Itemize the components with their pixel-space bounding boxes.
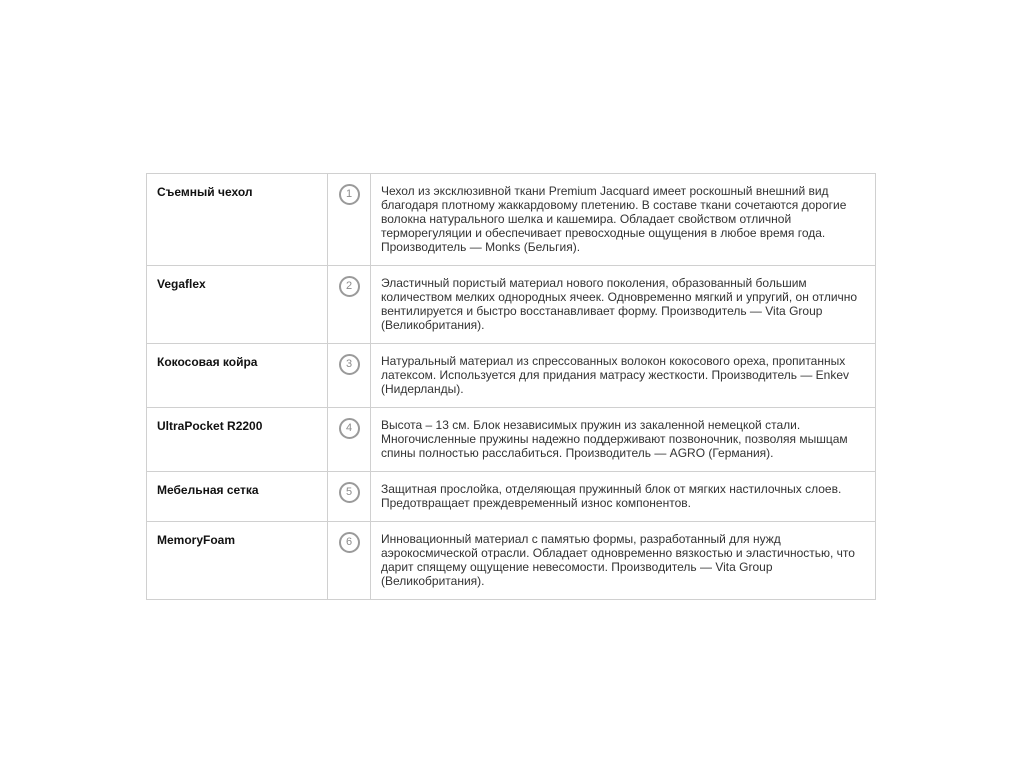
table-row bbox=[147, 266, 876, 344]
table-row bbox=[147, 408, 876, 472]
table-row bbox=[147, 522, 876, 600]
layer-description: Натуральный материал из спрессованных волокон кокосового ореха, пропитанных латексом. Используется для придания матрасу жесткости. Производитель — Enkev (Нидерланды). bbox=[371, 344, 876, 408]
layer-number-badge: 4 bbox=[339, 418, 360, 439]
layer-name: Vegaflex bbox=[147, 266, 328, 344]
layer-number-badge: 6 bbox=[339, 532, 360, 553]
layer-description: Высота – 13 см. Блок независимых пружин из закаленной немецкой стали. Многочисленные пружины надежно поддерживают позвоночник, позволяя мышцам спины полностью расслабиться. Производитель — AGRO (Германия). bbox=[371, 408, 876, 472]
mattress-layers-table bbox=[146, 173, 876, 600]
layer-description: Инновационный материал с памятью формы, разработанный для нужд аэрокосмической отрасли. Обладает одновременно вязкостью и эластичностью, что дарит спящему ощущение невесомости. Производитель — Vita Group (Великобритания). bbox=[371, 522, 876, 600]
layer-description: Чехол из эксклюзивной ткани Premium Jacquard имеет роскошный внешний вид благодаря плотному жаккардовому плетению. В составе ткани сочетаются дорогие волокна натурального шелка и кашемира. Обладает свойством отличной терморегуляции и обеспечивает превосходные ощущения в любое время года. Производитель — Monks (Бельгия). bbox=[371, 174, 876, 266]
layer-name: Мебельная сетка bbox=[147, 472, 328, 522]
layer-number-badge: 5 bbox=[339, 482, 360, 503]
table-row bbox=[147, 344, 876, 408]
layer-number-badge: 3 bbox=[339, 354, 360, 375]
layer-description: Защитная прослойка, отделяющая пружинный блок от мягких настилочных слоев. Предотвращает преждевременный износ компонентов. bbox=[371, 472, 876, 522]
layer-name: UltraPocket R2200 bbox=[147, 408, 328, 472]
layer-name: Кокосовая койра bbox=[147, 344, 328, 408]
table-row bbox=[147, 174, 876, 266]
layer-name: Съемный чехол bbox=[147, 174, 328, 266]
layer-description: Эластичный пористый материал нового поколения, образованный большим количеством мелких однородных ячеек. Одновременно мягкий и упругий, он отлично вентилируется и быстро восстанавливает форму. Производитель — Vita Group (Великобритания). bbox=[371, 266, 876, 344]
table-row bbox=[147, 472, 876, 522]
layer-number-badge: 1 bbox=[339, 184, 360, 205]
layer-number-badge: 2 bbox=[339, 276, 360, 297]
layer-name: MemoryFoam bbox=[147, 522, 328, 600]
